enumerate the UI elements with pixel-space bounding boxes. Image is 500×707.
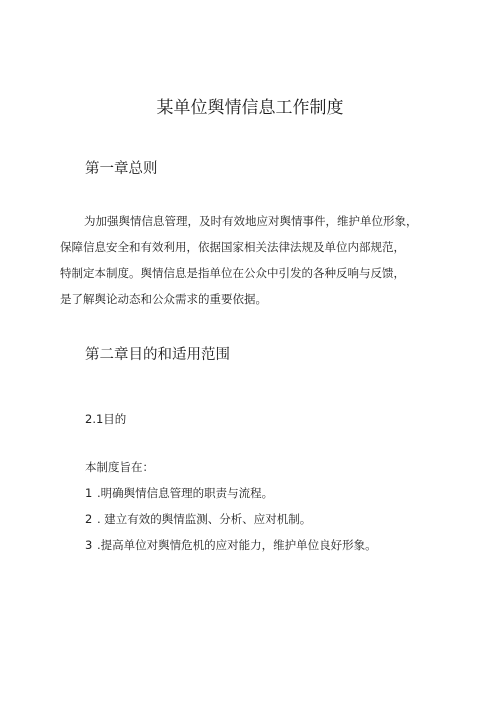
chapter2-heading: 第二章目的和适用范围: [85, 347, 230, 363]
list-item-text: .提高单位对舆情危机的应对能力，维护单位良好形象。: [97, 538, 377, 552]
paragraph-line: 是了解舆论动态和公众需求的重要依据。: [60, 292, 267, 306]
list-item-number: 1: [85, 486, 93, 500]
list-item: [85, 484, 377, 510]
purpose-intro: 本制度旨在：: [85, 460, 154, 474]
chapter1-heading: 第一章总则: [85, 161, 158, 177]
document-title: 某单位舆情信息工作制度: [156, 98, 344, 118]
list-item-number: 3: [85, 538, 93, 552]
purpose-list: [85, 484, 377, 562]
section-2-1-title: 2.1目的: [85, 412, 127, 426]
paragraph-line: 特制定本制度。舆情信息是指单位在公众中引发的各种反响与反馈，: [60, 266, 405, 280]
list-item: [85, 510, 377, 536]
paragraph-line: 为加强舆情信息管理，及时有效地应对舆情事件，维护单位形象，: [84, 214, 418, 228]
list-item: [85, 536, 377, 562]
list-item-text: . 建立有效的舆情监测、分析、应对机制。: [97, 512, 312, 526]
list-item-text: .明确舆情信息管理的职责与流程。: [97, 486, 274, 500]
paragraph-line: 保障信息安全和有效利用，依据国家相关法律法规及单位内部规范，: [60, 240, 405, 254]
list-item-number: 2: [85, 512, 93, 526]
chapter1-paragraph: [60, 208, 460, 312]
